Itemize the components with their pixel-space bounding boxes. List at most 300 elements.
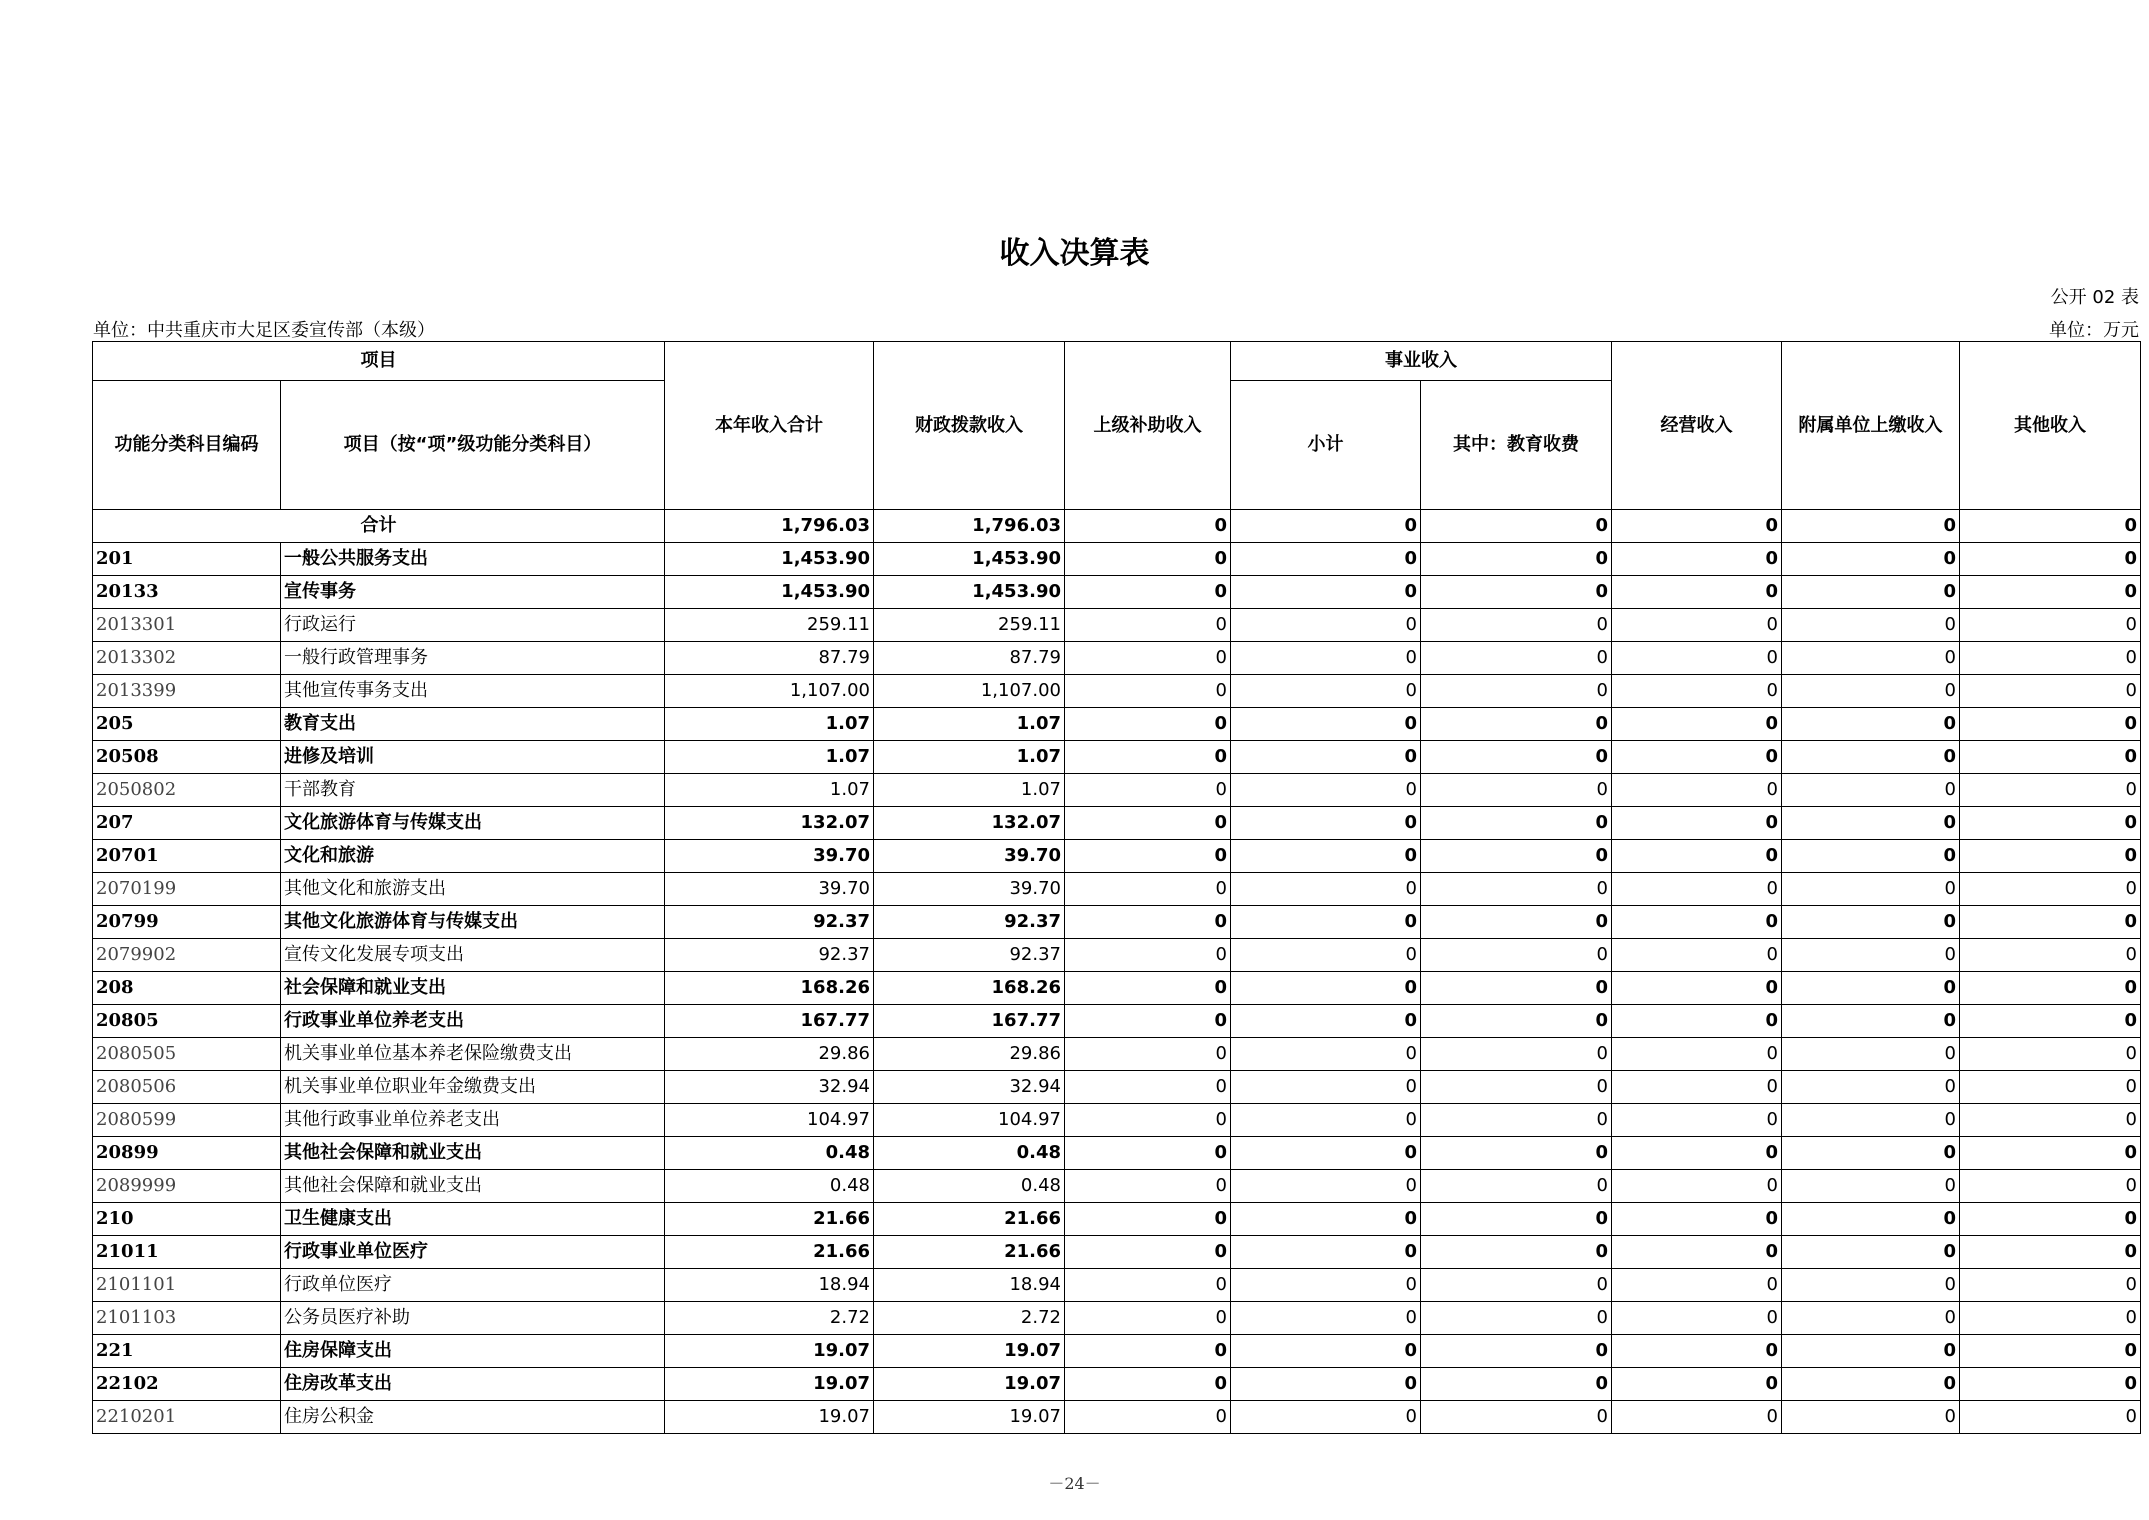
total-cell: 0 (1782, 510, 1960, 543)
table-row (93, 840, 2141, 873)
row-cell: 0 (1065, 1170, 1231, 1203)
row-cell: 0 (1231, 1038, 1421, 1071)
row-cell: 21.66 (665, 1236, 874, 1269)
row-cell: 0 (1782, 708, 1960, 741)
row-cell: 0 (1421, 840, 1612, 873)
row-name: 社会保障和就业支出 (281, 972, 665, 1005)
row-cell: 0 (1231, 1071, 1421, 1104)
row-name: 公务员医疗补助 (281, 1302, 665, 1335)
row-cell: 19.07 (874, 1335, 1065, 1368)
row-cell: 0.48 (874, 1170, 1065, 1203)
row-code: 2013302 (93, 642, 281, 675)
row-code: 208 (93, 972, 281, 1005)
row-cell: 0 (1421, 807, 1612, 840)
header-other: 其他收入 (1960, 342, 2141, 510)
row-cell: 0 (1421, 774, 1612, 807)
row-name: 教育支出 (281, 708, 665, 741)
header-fiscal: 财政拨款收入 (874, 342, 1065, 510)
row-cell: 0 (1421, 741, 1612, 774)
row-cell: 39.70 (665, 873, 874, 906)
row-name: 宣传文化发展专项支出 (281, 939, 665, 972)
row-cell: 0 (1065, 741, 1231, 774)
row-cell: 0 (1612, 543, 1782, 576)
total-cell: 1,796.03 (665, 510, 874, 543)
row-cell: 1,107.00 (665, 675, 874, 708)
row-cell: 0 (1612, 939, 1782, 972)
row-cell: 0 (1960, 675, 2141, 708)
row-cell: 168.26 (665, 972, 874, 1005)
row-cell: 0 (1421, 1137, 1612, 1170)
row-cell: 1,453.90 (874, 576, 1065, 609)
row-cell: 32.94 (665, 1071, 874, 1104)
row-cell: 18.94 (665, 1269, 874, 1302)
row-cell: 0 (1065, 1302, 1231, 1335)
row-name: 其他社会保障和就业支出 (281, 1137, 665, 1170)
row-cell: 0 (1421, 1038, 1612, 1071)
row-name: 文化和旅游 (281, 840, 665, 873)
row-cell: 0 (1782, 576, 1960, 609)
table-row (93, 1203, 2141, 1236)
row-cell: 0 (1065, 1038, 1231, 1071)
row-code: 2101101 (93, 1269, 281, 1302)
row-cell: 1.07 (874, 774, 1065, 807)
table-row (93, 1038, 2141, 1071)
row-cell: 0.48 (874, 1137, 1065, 1170)
header-education: 其中：教育收费 (1421, 381, 1612, 510)
row-cell: 1.07 (665, 741, 874, 774)
row-code: 20799 (93, 906, 281, 939)
row-code: 221 (93, 1335, 281, 1368)
row-cell: 104.97 (874, 1104, 1065, 1137)
row-cell: 92.37 (665, 939, 874, 972)
table-row (93, 1071, 2141, 1104)
row-name: 住房公积金 (281, 1401, 665, 1434)
row-cell: 0 (1421, 1236, 1612, 1269)
row-cell: 0 (1612, 708, 1782, 741)
table-row (93, 873, 2141, 906)
row-cell: 0 (1065, 840, 1231, 873)
row-cell: 0 (1960, 1038, 2141, 1071)
row-cell: 0 (1612, 1335, 1782, 1368)
row-cell: 0 (1612, 807, 1782, 840)
row-cell: 0 (1065, 609, 1231, 642)
row-cell: 19.07 (874, 1368, 1065, 1401)
row-cell: 0 (1960, 1335, 2141, 1368)
row-cell: 0 (1612, 1236, 1782, 1269)
row-cell: 0 (1782, 1401, 1960, 1434)
row-cell: 0 (1612, 1203, 1782, 1236)
header-code: 功能分类科目编码 (93, 381, 281, 510)
row-name: 一般公共服务支出 (281, 543, 665, 576)
row-cell: 0 (1782, 642, 1960, 675)
row-cell: 0 (1231, 840, 1421, 873)
row-cell: 0 (1421, 675, 1612, 708)
row-cell: 0 (1782, 1269, 1960, 1302)
row-code: 20133 (93, 576, 281, 609)
row-cell: 0 (1421, 609, 1612, 642)
header-operating: 经营收入 (1612, 342, 1782, 510)
row-cell: 0 (1612, 1137, 1782, 1170)
row-cell: 0 (1065, 675, 1231, 708)
row-cell: 0 (1231, 675, 1421, 708)
table-row (93, 543, 2141, 576)
row-cell: 2.72 (874, 1302, 1065, 1335)
row-cell: 0 (1065, 1335, 1231, 1368)
page-number: －24－ (1048, 1474, 1101, 1493)
row-code: 2080599 (93, 1104, 281, 1137)
row-cell: 0 (1782, 1368, 1960, 1401)
row-cell: 0 (1421, 642, 1612, 675)
row-cell: 0 (1231, 1137, 1421, 1170)
row-cell: 0 (1960, 1302, 2141, 1335)
table-row (93, 1170, 2141, 1203)
row-cell: 1.07 (874, 708, 1065, 741)
table-body (93, 510, 2141, 1434)
row-cell: 0 (1231, 1335, 1421, 1368)
row-name: 卫生健康支出 (281, 1203, 665, 1236)
row-cell: 0 (1065, 1005, 1231, 1038)
row-name: 行政运行 (281, 609, 665, 642)
table-row (93, 1236, 2141, 1269)
row-cell: 0 (1065, 1104, 1231, 1137)
row-name: 干部教育 (281, 774, 665, 807)
row-cell: 0 (1065, 807, 1231, 840)
row-code: 2070199 (93, 873, 281, 906)
table-row (93, 675, 2141, 708)
row-cell: 0 (1612, 1302, 1782, 1335)
table-row (93, 1269, 2141, 1302)
row-name: 住房改革支出 (281, 1368, 665, 1401)
row-cell: 0 (1231, 939, 1421, 972)
row-cell: 0 (1612, 1170, 1782, 1203)
row-name: 文化旅游体育与传媒支出 (281, 807, 665, 840)
header-total-income: 本年收入合计 (665, 342, 874, 510)
row-cell: 0 (1231, 741, 1421, 774)
row-cell: 0 (1960, 543, 2141, 576)
table-row (93, 609, 2141, 642)
row-cell: 0 (1960, 906, 2141, 939)
row-cell: 0 (1231, 543, 1421, 576)
row-cell: 1.07 (874, 741, 1065, 774)
row-code: 2080506 (93, 1071, 281, 1104)
row-cell: 2.72 (665, 1302, 874, 1335)
row-cell: 0 (1960, 873, 2141, 906)
row-cell: 0 (1231, 906, 1421, 939)
row-name: 其他社会保障和就业支出 (281, 1170, 665, 1203)
row-cell: 0 (1065, 972, 1231, 1005)
row-cell: 0 (1960, 1269, 2141, 1302)
row-cell: 0 (1065, 1269, 1231, 1302)
row-cell: 0 (1960, 1401, 2141, 1434)
row-name: 行政单位医疗 (281, 1269, 665, 1302)
row-cell: 167.77 (874, 1005, 1065, 1038)
row-cell: 0 (1960, 1005, 2141, 1038)
row-cell: 0 (1421, 873, 1612, 906)
row-code: 2013399 (93, 675, 281, 708)
table-row (93, 1137, 2141, 1170)
row-cell: 0 (1612, 1368, 1782, 1401)
row-cell: 0 (1065, 939, 1231, 972)
row-cell: 0 (1612, 1005, 1782, 1038)
row-cell: 0 (1231, 642, 1421, 675)
row-cell: 0 (1782, 609, 1960, 642)
row-cell: 1.07 (665, 708, 874, 741)
row-cell: 259.11 (874, 609, 1065, 642)
row-cell: 0 (1231, 576, 1421, 609)
row-cell: 0 (1065, 774, 1231, 807)
row-cell: 18.94 (874, 1269, 1065, 1302)
row-cell: 0 (1782, 972, 1960, 1005)
table-row (93, 1368, 2141, 1401)
row-cell: 0 (1231, 1203, 1421, 1236)
row-cell: 0 (1231, 807, 1421, 840)
row-cell: 0 (1782, 807, 1960, 840)
row-cell: 0 (1612, 1071, 1782, 1104)
row-cell: 0 (1421, 1401, 1612, 1434)
row-cell: 0 (1960, 1104, 2141, 1137)
row-cell: 0 (1231, 1368, 1421, 1401)
row-code: 210 (93, 1203, 281, 1236)
row-cell: 0 (1960, 708, 2141, 741)
row-cell: 0 (1421, 906, 1612, 939)
row-name: 住房保障支出 (281, 1335, 665, 1368)
row-cell: 0 (1960, 1170, 2141, 1203)
total-cell: 0 (1612, 510, 1782, 543)
row-cell: 32.94 (874, 1071, 1065, 1104)
header-superior: 上级补助收入 (1065, 342, 1231, 510)
row-cell: 1,107.00 (874, 675, 1065, 708)
row-cell: 0 (1065, 1137, 1231, 1170)
row-code: 201 (93, 543, 281, 576)
row-cell: 0 (1960, 576, 2141, 609)
row-code: 2079902 (93, 939, 281, 972)
row-cell: 19.07 (665, 1368, 874, 1401)
row-cell: 0 (1421, 972, 1612, 1005)
org-label: 单位：中共重庆市大足区委宣传部（本级） (93, 320, 435, 341)
row-cell: 0 (1421, 576, 1612, 609)
row-cell: 0 (1065, 543, 1231, 576)
table-row (93, 741, 2141, 774)
total-row (93, 510, 2141, 543)
row-name: 进修及培训 (281, 741, 665, 774)
table-row (93, 906, 2141, 939)
row-cell: 0 (1782, 840, 1960, 873)
row-cell: 0 (1782, 1137, 1960, 1170)
row-cell: 0 (1960, 741, 2141, 774)
header-name: 项目（按“项”级功能分类科目） (281, 381, 665, 510)
total-cell: 1,796.03 (874, 510, 1065, 543)
table-row (93, 1401, 2141, 1434)
row-cell: 1,453.90 (874, 543, 1065, 576)
row-cell: 0 (1421, 1005, 1612, 1038)
row-cell: 1.07 (665, 774, 874, 807)
row-cell: 0 (1231, 1104, 1421, 1137)
row-cell: 39.70 (665, 840, 874, 873)
row-cell: 0 (1960, 807, 2141, 840)
row-cell: 0 (1231, 1269, 1421, 1302)
row-name: 行政事业单位养老支出 (281, 1005, 665, 1038)
row-cell: 0 (1960, 1236, 2141, 1269)
row-cell: 0 (1421, 1203, 1612, 1236)
row-cell: 0 (1782, 1038, 1960, 1071)
row-cell: 0 (1612, 675, 1782, 708)
row-cell: 0 (1065, 1401, 1231, 1434)
row-cell: 0 (1231, 609, 1421, 642)
row-cell: 0 (1421, 708, 1612, 741)
income-table (92, 341, 2141, 1434)
row-cell: 132.07 (874, 807, 1065, 840)
row-cell: 0 (1612, 774, 1782, 807)
total-cell: 0 (1421, 510, 1612, 543)
row-cell: 39.70 (874, 840, 1065, 873)
row-cell: 0 (1782, 675, 1960, 708)
row-code: 2013301 (93, 609, 281, 642)
row-cell: 1,453.90 (665, 543, 874, 576)
row-name: 机关事业单位职业年金缴费支出 (281, 1071, 665, 1104)
row-cell: 0 (1960, 774, 2141, 807)
row-code: 2050802 (93, 774, 281, 807)
row-cell: 0 (1960, 642, 2141, 675)
row-cell: 0 (1231, 1005, 1421, 1038)
table-row (93, 1104, 2141, 1137)
row-cell: 0 (1231, 972, 1421, 1005)
row-cell: 29.86 (665, 1038, 874, 1071)
row-cell: 0 (1960, 972, 2141, 1005)
row-cell: 0 (1782, 1005, 1960, 1038)
row-cell: 0 (1612, 1104, 1782, 1137)
row-cell: 29.86 (874, 1038, 1065, 1071)
row-cell: 21.66 (665, 1203, 874, 1236)
row-code: 20701 (93, 840, 281, 873)
row-name: 一般行政管理事务 (281, 642, 665, 675)
row-cell: 0 (1782, 906, 1960, 939)
row-cell: 19.07 (665, 1401, 874, 1434)
row-cell: 0 (1782, 1071, 1960, 1104)
row-cell: 0 (1782, 543, 1960, 576)
row-cell: 0.48 (665, 1137, 874, 1170)
row-cell: 0 (1065, 1368, 1231, 1401)
row-cell: 0 (1421, 1368, 1612, 1401)
row-cell: 132.07 (665, 807, 874, 840)
header-affiliated: 附属单位上缴收入 (1782, 342, 1960, 510)
row-cell: 0 (1421, 543, 1612, 576)
row-code: 2080505 (93, 1038, 281, 1071)
row-cell: 0 (1421, 939, 1612, 972)
total-cell: 0 (1231, 510, 1421, 543)
row-cell: 0 (1612, 741, 1782, 774)
row-cell: 0 (1421, 1302, 1612, 1335)
row-name: 机关事业单位基本养老保险缴费支出 (281, 1038, 665, 1071)
row-cell: 0 (1960, 840, 2141, 873)
row-cell: 21.66 (874, 1203, 1065, 1236)
row-cell: 168.26 (874, 972, 1065, 1005)
row-cell: 0 (1065, 642, 1231, 675)
row-cell: 0 (1782, 1335, 1960, 1368)
row-name: 行政事业单位医疗 (281, 1236, 665, 1269)
row-cell: 0 (1782, 1236, 1960, 1269)
row-cell: 0 (1612, 1269, 1782, 1302)
row-cell: 0 (1782, 939, 1960, 972)
row-cell: 0 (1612, 609, 1782, 642)
row-cell: 0 (1612, 873, 1782, 906)
table-row (93, 708, 2141, 741)
row-cell: 87.79 (874, 642, 1065, 675)
row-cell: 92.37 (874, 906, 1065, 939)
row-cell: 0 (1065, 708, 1231, 741)
row-name: 其他行政事业单位养老支出 (281, 1104, 665, 1137)
row-cell: 39.70 (874, 873, 1065, 906)
total-cell: 0 (1065, 510, 1231, 543)
row-cell: 92.37 (874, 939, 1065, 972)
row-cell: 0 (1782, 741, 1960, 774)
row-cell: 104.97 (665, 1104, 874, 1137)
row-cell: 0 (1231, 873, 1421, 906)
row-cell: 1,453.90 (665, 576, 874, 609)
row-cell: 0 (1612, 1401, 1782, 1434)
row-cell: 0 (1960, 939, 2141, 972)
row-cell: 0 (1960, 1203, 2141, 1236)
row-cell: 0 (1782, 1302, 1960, 1335)
row-cell: 0 (1782, 1203, 1960, 1236)
row-cell: 0 (1231, 1401, 1421, 1434)
table-row (93, 1335, 2141, 1368)
row-code: 2210201 (93, 1401, 281, 1434)
header-subtotal: 小计 (1231, 381, 1421, 510)
row-cell: 259.11 (665, 609, 874, 642)
row-cell: 0 (1231, 1170, 1421, 1203)
row-cell: 0 (1421, 1170, 1612, 1203)
row-cell: 0 (1065, 873, 1231, 906)
row-cell: 0 (1065, 576, 1231, 609)
row-code: 20899 (93, 1137, 281, 1170)
row-cell: 0 (1960, 1137, 2141, 1170)
row-code: 205 (93, 708, 281, 741)
row-code: 20508 (93, 741, 281, 774)
table-row (93, 642, 2141, 675)
row-cell: 0 (1065, 906, 1231, 939)
table-row (93, 774, 2141, 807)
row-name: 其他文化旅游体育与传媒支出 (281, 906, 665, 939)
row-cell: 0 (1231, 1236, 1421, 1269)
row-cell: 0 (1612, 1038, 1782, 1071)
row-cell: 0 (1231, 708, 1421, 741)
row-name: 其他宣传事务支出 (281, 675, 665, 708)
row-cell: 0 (1782, 774, 1960, 807)
row-cell: 0 (1421, 1335, 1612, 1368)
table-row (93, 972, 2141, 1005)
row-code: 20805 (93, 1005, 281, 1038)
row-cell: 0 (1065, 1071, 1231, 1104)
row-code: 22102 (93, 1368, 281, 1401)
row-cell: 0 (1612, 642, 1782, 675)
row-cell: 0 (1612, 906, 1782, 939)
header-business: 事业收入 (1231, 342, 1612, 381)
row-cell: 0 (1065, 1203, 1231, 1236)
row-cell: 19.07 (874, 1401, 1065, 1434)
row-cell: 21.66 (874, 1236, 1065, 1269)
row-code: 2089999 (93, 1170, 281, 1203)
row-cell: 0 (1231, 774, 1421, 807)
row-cell: 0 (1782, 1170, 1960, 1203)
row-cell: 167.77 (665, 1005, 874, 1038)
row-cell: 0 (1612, 840, 1782, 873)
row-name: 其他文化和旅游支出 (281, 873, 665, 906)
row-cell: 0 (1782, 1104, 1960, 1137)
row-cell: 0 (1612, 576, 1782, 609)
table-row (93, 1005, 2141, 1038)
table-row (93, 939, 2141, 972)
total-label: 合计 (93, 510, 665, 543)
